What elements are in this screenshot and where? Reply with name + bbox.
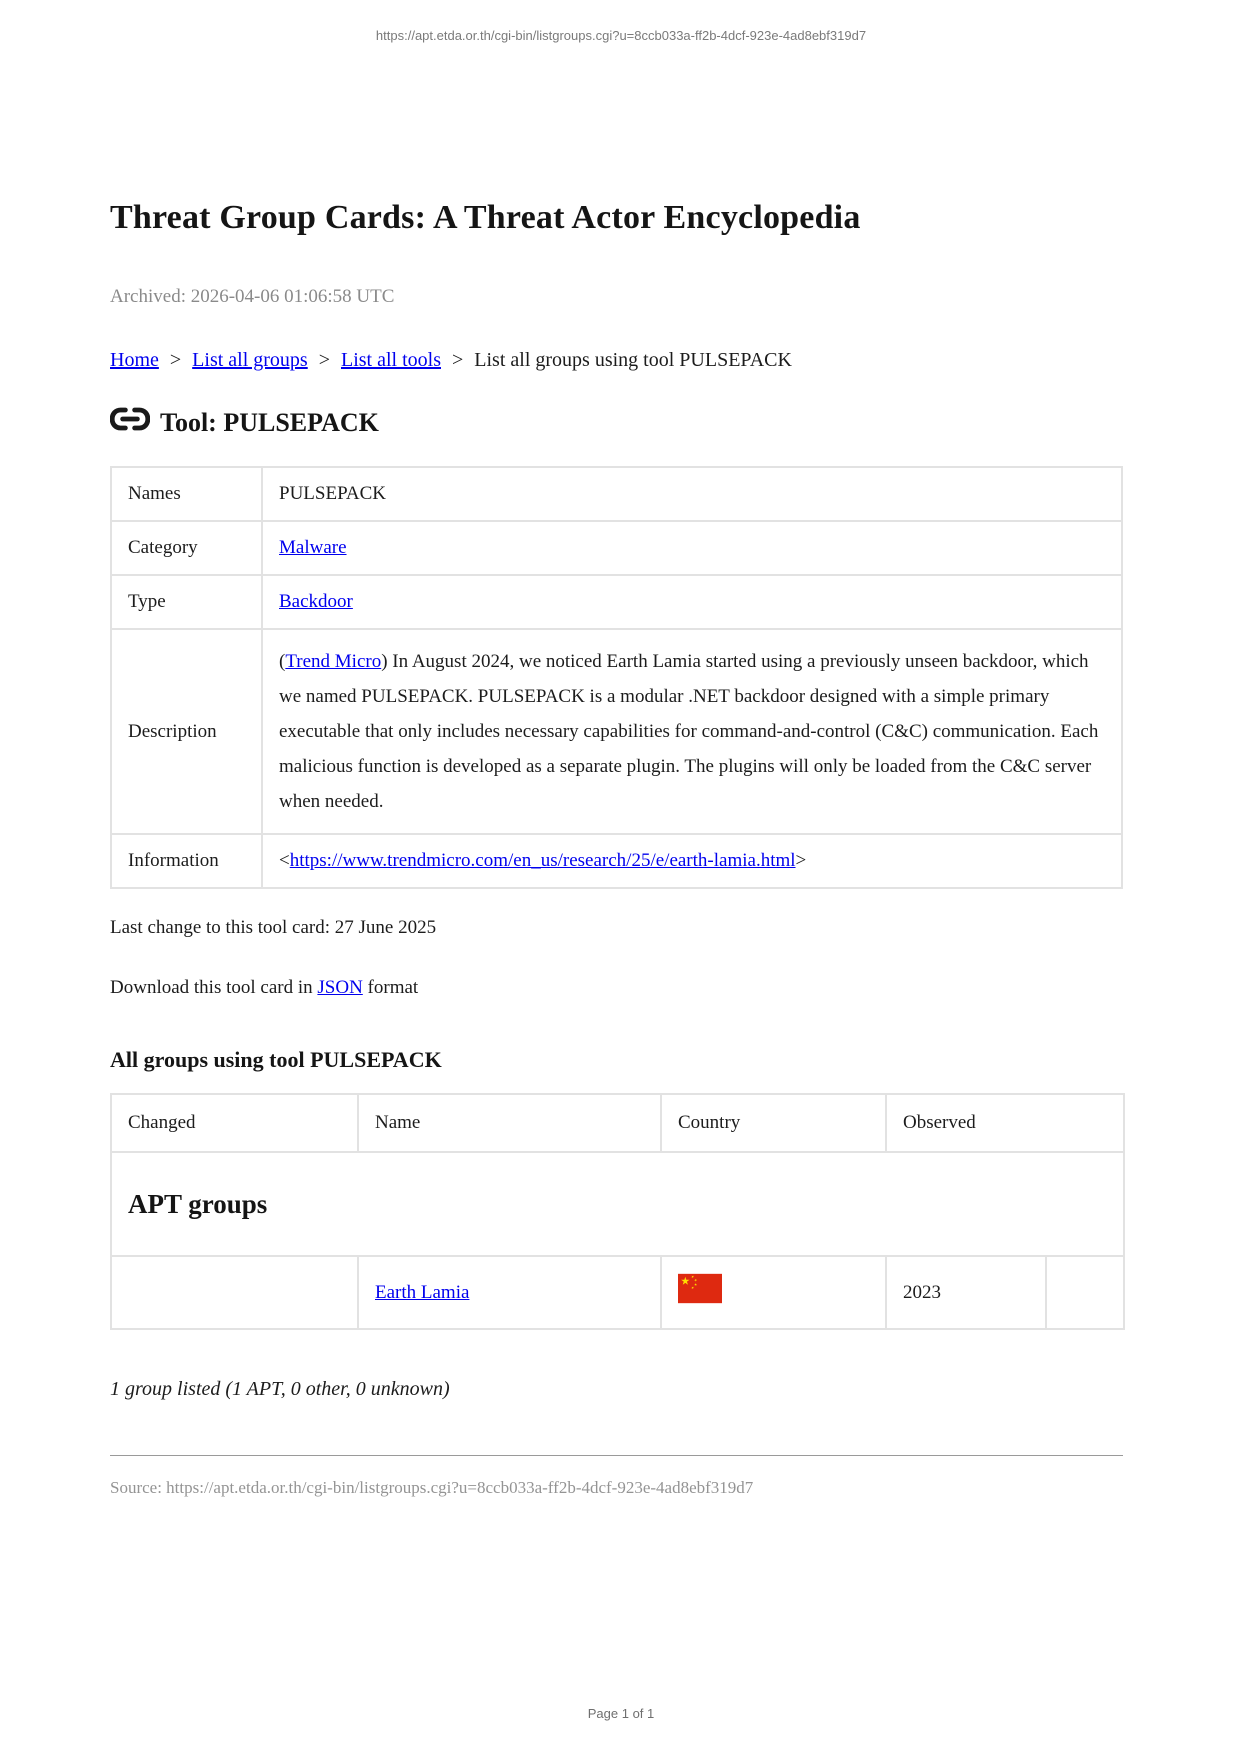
information-suffix: >	[795, 850, 807, 871]
column-header-country: Country	[661, 1094, 886, 1152]
category-label: Category	[111, 521, 262, 575]
type-label: Type	[111, 575, 262, 629]
download-prefix: Download this tool card in	[110, 977, 318, 998]
page-indicator: Page 1 of 1	[587, 1706, 655, 1721]
cell-country	[661, 1256, 886, 1329]
groups-section-heading: All groups using tool PULSEPACK	[110, 1047, 442, 1072]
names-label: Names	[111, 467, 262, 521]
breadcrumb-separator: >	[452, 349, 464, 371]
information-value	[262, 834, 1122, 888]
tool-heading-text: Tool: PULSEPACK	[160, 408, 379, 437]
earth-lamia-link[interactable]: Earth Lamia	[375, 1281, 470, 1303]
cell-name	[358, 1256, 661, 1329]
description-value	[262, 629, 1122, 834]
download-line	[110, 975, 1123, 1001]
footer-divider	[110, 1455, 1123, 1456]
cell-trailing-empty	[1046, 1256, 1124, 1329]
groups-table-header-row	[111, 1094, 1124, 1152]
breadcrumb	[110, 346, 1123, 374]
print-header-url: https://apt.etda.or.th/cgi-bin/listgroups.cgi?u=8ccb033a-ff2b-4dcf-923e-4ad8ebf319d7	[375, 28, 867, 43]
link-icon	[110, 407, 150, 431]
description-label: Description	[111, 629, 262, 834]
page-title: Threat Group Cards: A Threat Actor Encyclopedia	[110, 199, 861, 236]
breadcrumb-home-link[interactable]: Home	[110, 349, 159, 371]
apt-groups-section-label: APT groups	[111, 1152, 1124, 1256]
last-change-line: Last change to this tool card: 27 June 2025	[110, 917, 437, 938]
table-row-description	[111, 629, 1122, 834]
table-row-type	[111, 575, 1122, 629]
cell-observed: 2023	[886, 1256, 1046, 1329]
column-header-observed: Observed	[886, 1094, 1124, 1152]
table-row-information	[111, 834, 1122, 888]
description-prefix: (	[279, 651, 286, 672]
table-row-earth-lamia	[111, 1256, 1124, 1329]
breadcrumb-separator: >	[318, 349, 330, 371]
archived-timestamp: Archived: 2026-04-06 01:06:58 UTC	[110, 286, 395, 307]
china-flag-icon	[678, 1271, 722, 1306]
source-line: Source: https://apt.etda.or.th/cgi-bin/listgroups.cgi?u=8ccb033a-ff2b-4dcf-923e-4ad8ebf319d7	[110, 1478, 754, 1497]
category-malware-link[interactable]: Malware	[279, 537, 347, 558]
tool-heading	[110, 406, 1123, 440]
category-value	[262, 521, 1122, 575]
groups-count-summary: 1 group listed (1 APT, 0 other, 0 unknown)	[110, 1378, 450, 1400]
column-header-name: Name	[358, 1094, 661, 1152]
information-label: Information	[111, 834, 262, 888]
tool-card-table	[110, 466, 1123, 889]
download-suffix: format	[362, 977, 419, 998]
names-value: PULSEPACK	[262, 467, 1122, 521]
breadcrumb-separator: >	[169, 349, 182, 371]
trend-micro-link[interactable]: Trend Micro	[285, 651, 382, 672]
table-row-category	[111, 521, 1122, 575]
column-header-changed: Changed	[111, 1094, 358, 1152]
description-text: ) In August 2024, we noticed Earth Lamia started using a previously unseen backdoor, which we named PULSEPACK. PULSEPACK is a modular .NET backdoor designed with a simple primary executable that only includes necessary capabilities for command-and-control (C&C) communication. Each malicious function is developed as a separate plugin. The plugins will only be loaded from the C&C server when needed.	[279, 651, 1099, 812]
breadcrumb-list-all-groups-link[interactable]: List all groups	[192, 349, 308, 371]
breadcrumb-current-page: List all groups using tool PULSEPACK	[474, 349, 792, 371]
main-content	[110, 0, 1123, 1500]
information-prefix: <	[279, 850, 290, 871]
type-backdoor-link[interactable]: Backdoor	[279, 591, 353, 612]
type-value	[262, 575, 1122, 629]
groups-table	[110, 1093, 1125, 1330]
json-download-link[interactable]: JSON	[317, 977, 363, 998]
cell-changed	[111, 1256, 358, 1329]
breadcrumb-list-all-tools-link[interactable]: List all tools	[341, 349, 441, 371]
information-url-link[interactable]: https://www.trendmicro.com/en_us/research/25/e/earth-lamia.html	[289, 850, 796, 871]
table-row-names	[111, 467, 1122, 521]
apt-groups-section-row	[111, 1152, 1124, 1256]
